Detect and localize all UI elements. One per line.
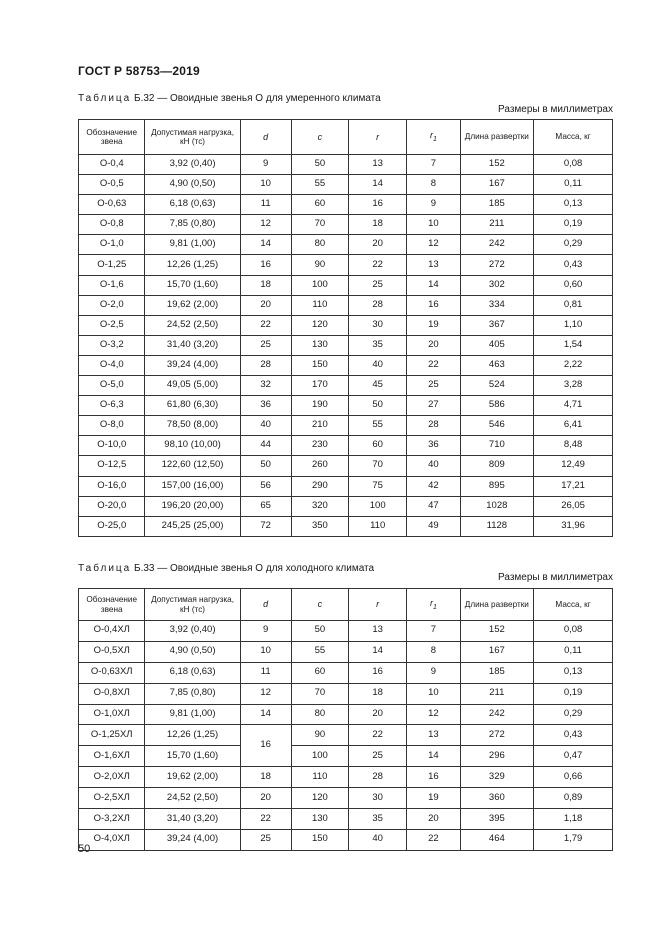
- table-cell: 0,43: [534, 725, 613, 746]
- table-cell: О-3,2: [79, 335, 145, 355]
- table-cell: О-8,0: [79, 416, 145, 436]
- table-cell: О-2,5: [79, 315, 145, 335]
- table-cell: 1128: [460, 516, 534, 536]
- table-cell: 2,22: [534, 355, 613, 375]
- table-cell: 20: [407, 809, 460, 830]
- table-cell: 524: [460, 376, 534, 396]
- table-cell: О-1,25ХЛ: [79, 725, 145, 746]
- table-cell: 0,19: [534, 215, 613, 235]
- table-cell: 16: [407, 295, 460, 315]
- table-cell: 210: [291, 416, 348, 436]
- table-row: [79, 195, 613, 215]
- table1-units: Размеры в миллиметрах: [498, 104, 613, 115]
- table-cell: 1,18: [534, 809, 613, 830]
- table2-header-row: [79, 589, 613, 621]
- table-row: [79, 376, 613, 396]
- table-row: [79, 788, 613, 809]
- table-cell: 367: [460, 315, 534, 335]
- table-row: [79, 255, 613, 275]
- header-load: Допустимая нагрузка, кН (тс): [145, 589, 240, 621]
- table-cell: О-12,5: [79, 456, 145, 476]
- table-cell: 22: [349, 725, 407, 746]
- table-cell: 130: [291, 335, 348, 355]
- table-cell: 78,50 (8,00): [145, 416, 240, 436]
- table-row: [79, 829, 613, 850]
- table-cell: 1,79: [534, 829, 613, 850]
- table-cell: 44: [240, 436, 291, 456]
- table-row: [79, 496, 613, 516]
- table-cell: 13: [349, 621, 407, 642]
- table-cell: О-4,0: [79, 355, 145, 375]
- table-cell: 25: [349, 275, 407, 295]
- table-cell: 10: [240, 175, 291, 195]
- table-cell: 0,66: [534, 767, 613, 788]
- table-row: [79, 436, 613, 456]
- table-cell: О-0,8ХЛ: [79, 683, 145, 704]
- table-row: [79, 641, 613, 662]
- table-cell: 16: [349, 195, 407, 215]
- table-cell: 360: [460, 788, 534, 809]
- table-cell: 9: [240, 621, 291, 642]
- header-mass: Масса, кг: [534, 120, 613, 155]
- table-cell: О-1,0ХЛ: [79, 704, 145, 725]
- table-cell: 90: [291, 725, 348, 746]
- table-cell: 30: [349, 315, 407, 335]
- table-cell: 40: [349, 829, 407, 850]
- table-cell: 122,60 (12,50): [145, 456, 240, 476]
- table-cell: 28: [349, 295, 407, 315]
- table-cell: 14: [407, 746, 460, 767]
- table-cell: О-0,5: [79, 175, 145, 195]
- table-cell: 22: [349, 255, 407, 275]
- table-cell: 167: [460, 175, 534, 195]
- table-cell: 4,71: [534, 396, 613, 416]
- table-cell: 9,81 (1,00): [145, 704, 240, 725]
- table-cell: 16: [240, 725, 291, 767]
- table-cell: 19,62 (2,00): [145, 767, 240, 788]
- header-length: Длина развертки: [460, 120, 534, 155]
- table-cell: 710: [460, 436, 534, 456]
- table-cell: 3,92 (0,40): [145, 155, 240, 175]
- table-cell: 350: [291, 516, 348, 536]
- table-cell: 40: [240, 416, 291, 436]
- table-cell: 12: [407, 235, 460, 255]
- table-row: [79, 295, 613, 315]
- table-cell: 60: [349, 436, 407, 456]
- table-cell: 7: [407, 621, 460, 642]
- table-cell: 28: [240, 355, 291, 375]
- table-cell: 10: [407, 215, 460, 235]
- table-cell: 61,80 (6,30): [145, 396, 240, 416]
- header-load: Допустимая нагрузка, кН (тс): [145, 120, 240, 155]
- table-cell: 405: [460, 335, 534, 355]
- table-cell: О-0,4: [79, 155, 145, 175]
- table2-units: Размеры в миллиметрах: [498, 572, 613, 583]
- table-cell: 13: [407, 725, 460, 746]
- table-cell: 35: [349, 335, 407, 355]
- table-cell: 196,20 (20,00): [145, 496, 240, 516]
- table-cell: 24,52 (2,50): [145, 315, 240, 335]
- table-cell: О-20,0: [79, 496, 145, 516]
- table-cell: 13: [349, 155, 407, 175]
- table-cell: 12,26 (1,25): [145, 725, 240, 746]
- table-cell: 98,10 (10,00): [145, 436, 240, 456]
- table-row: [79, 215, 613, 235]
- table-cell: 31,40 (3,20): [145, 335, 240, 355]
- table-cell: 55: [349, 416, 407, 436]
- table-cell: 50: [291, 155, 348, 175]
- table-cell: 11: [240, 662, 291, 683]
- table-cell: 120: [291, 788, 348, 809]
- table-cell: 152: [460, 155, 534, 175]
- table-cell: 0,11: [534, 175, 613, 195]
- table-cell: 302: [460, 275, 534, 295]
- table-cell: О-0,63ХЛ: [79, 662, 145, 683]
- table-row: [79, 396, 613, 416]
- table-cell: 42: [407, 476, 460, 496]
- table-cell: 329: [460, 767, 534, 788]
- table-row: [79, 355, 613, 375]
- table-cell: 190: [291, 396, 348, 416]
- table-cell: 230: [291, 436, 348, 456]
- table-cell: 185: [460, 195, 534, 215]
- header-c: c: [291, 120, 348, 155]
- table-cell: 0,89: [534, 788, 613, 809]
- table-cell: О-6,3: [79, 396, 145, 416]
- header-r1: $r_1$: [407, 589, 460, 621]
- table-cell: 18: [349, 683, 407, 704]
- table-cell: 32: [240, 376, 291, 396]
- table-cell: 13: [407, 255, 460, 275]
- header-designation: Обозначение звена: [79, 120, 145, 155]
- table-cell: 55: [291, 175, 348, 195]
- table-row: [79, 767, 613, 788]
- table-cell: 28: [407, 416, 460, 436]
- header-length: Длина развертки: [460, 589, 534, 621]
- table-cell: 10: [240, 641, 291, 662]
- table-row: [79, 175, 613, 195]
- table-cell: 35: [349, 809, 407, 830]
- header-designation: Обозначение звена: [79, 589, 145, 621]
- table-cell: 24,52 (2,50): [145, 788, 240, 809]
- table-cell: 1028: [460, 496, 534, 516]
- table1-label: Таблица: [78, 93, 132, 104]
- table-cell: 12: [407, 704, 460, 725]
- table-row: [79, 235, 613, 255]
- table-cell: 110: [291, 295, 348, 315]
- table-cell: 22: [240, 315, 291, 335]
- table-cell: 14: [349, 175, 407, 195]
- table-cell: 546: [460, 416, 534, 436]
- table-cell: 10: [407, 683, 460, 704]
- table-cell: 0,08: [534, 621, 613, 642]
- table-cell: 36: [407, 436, 460, 456]
- table-cell: 39,24 (4,00): [145, 829, 240, 850]
- table-cell: 12,26 (1,25): [145, 255, 240, 275]
- table-row: [79, 683, 613, 704]
- table-cell: О-3,2ХЛ: [79, 809, 145, 830]
- table-row: [79, 662, 613, 683]
- table-cell: 19: [407, 788, 460, 809]
- table-cell: О-1,0: [79, 235, 145, 255]
- table-cell: 245,25 (25,00): [145, 516, 240, 536]
- table-cell: 26,05: [534, 496, 613, 516]
- table-row: [79, 725, 613, 746]
- table-cell: 157,00 (16,00): [145, 476, 240, 496]
- table-cell: 4,90 (0,50): [145, 175, 240, 195]
- table-cell: 25: [407, 376, 460, 396]
- table-row: [79, 621, 613, 642]
- table-cell: О-0,63: [79, 195, 145, 215]
- table-row: [79, 516, 613, 536]
- header-r: r: [349, 589, 407, 621]
- table-cell: 27: [407, 396, 460, 416]
- table-cell: 60: [291, 662, 348, 683]
- table-cell: 167: [460, 641, 534, 662]
- table-cell: 7,85 (0,80): [145, 683, 240, 704]
- table-cell: О-16,0: [79, 476, 145, 496]
- table-cell: 0,13: [534, 195, 613, 215]
- table-cell: 20: [240, 788, 291, 809]
- table2-caption: [78, 563, 374, 574]
- table-cell: О-2,0ХЛ: [79, 767, 145, 788]
- table-row: [79, 275, 613, 295]
- table-cell: 22: [407, 829, 460, 850]
- table-cell: 70: [291, 683, 348, 704]
- table-cell: 20: [407, 335, 460, 355]
- table-cell: 152: [460, 621, 534, 642]
- table-cell: 11: [240, 195, 291, 215]
- table-cell: 0,29: [534, 704, 613, 725]
- table-cell: 36: [240, 396, 291, 416]
- table-cell: 100: [291, 746, 348, 767]
- table-cell: 14: [240, 704, 291, 725]
- table-cell: 130: [291, 809, 348, 830]
- table2-title: Б.33 — Овоидные звенья О для холодного климата: [134, 563, 375, 574]
- header-d: d: [240, 589, 291, 621]
- table-cell: 16: [407, 767, 460, 788]
- table-row: [79, 456, 613, 476]
- table-cell: 296: [460, 746, 534, 767]
- table-cell: 16: [349, 662, 407, 683]
- table-cell: 72: [240, 516, 291, 536]
- table-cell: 110: [349, 516, 407, 536]
- table-cell: О-1,6: [79, 275, 145, 295]
- table-cell: 30: [349, 788, 407, 809]
- table-cell: 14: [240, 235, 291, 255]
- table1: [78, 119, 613, 537]
- table-cell: 55: [291, 641, 348, 662]
- table-cell: 15,70 (1,60): [145, 746, 240, 767]
- header-r1: $r_1$: [407, 120, 460, 155]
- table-cell: 25: [349, 746, 407, 767]
- table-cell: 395: [460, 809, 534, 830]
- table-cell: О-1,6ХЛ: [79, 746, 145, 767]
- table-cell: 211: [460, 683, 534, 704]
- table-cell: 31,96: [534, 516, 613, 536]
- table-row: [79, 335, 613, 355]
- table-cell: 0,47: [534, 746, 613, 767]
- table-cell: 0,60: [534, 275, 613, 295]
- table-cell: 4,90 (0,50): [145, 641, 240, 662]
- table-cell: О-5,0: [79, 376, 145, 396]
- table-cell: 8: [407, 175, 460, 195]
- table-cell: 0,29: [534, 235, 613, 255]
- table-cell: 14: [407, 275, 460, 295]
- table-cell: 809: [460, 456, 534, 476]
- table-cell: 12: [240, 215, 291, 235]
- table-cell: 22: [407, 355, 460, 375]
- table-cell: 334: [460, 295, 534, 315]
- table-cell: 12: [240, 683, 291, 704]
- table-cell: 0,43: [534, 255, 613, 275]
- header-c: c: [291, 589, 348, 621]
- table-cell: 120: [291, 315, 348, 335]
- table1-title: Б.32 — Овоидные звенья О для умеренного климата: [134, 93, 381, 104]
- table-cell: 49: [407, 516, 460, 536]
- table-cell: 19,62 (2,00): [145, 295, 240, 315]
- table-cell: 9: [407, 195, 460, 215]
- table-cell: 40: [407, 456, 460, 476]
- table-cell: 6,18 (0,63): [145, 195, 240, 215]
- table-cell: 586: [460, 396, 534, 416]
- table-cell: 20: [349, 704, 407, 725]
- table-cell: 100: [291, 275, 348, 295]
- table-row: [79, 809, 613, 830]
- table-cell: 9: [240, 155, 291, 175]
- table-cell: О-25,0: [79, 516, 145, 536]
- table-cell: 14: [349, 641, 407, 662]
- standard-title: ГОСТ Р 58753—2019: [78, 64, 200, 78]
- table-cell: 464: [460, 829, 534, 850]
- table-cell: 40: [349, 355, 407, 375]
- table-cell: 272: [460, 255, 534, 275]
- table-cell: 242: [460, 235, 534, 255]
- table-cell: 9: [407, 662, 460, 683]
- table-cell: 80: [291, 704, 348, 725]
- table-cell: 65: [240, 496, 291, 516]
- table-cell: 50: [291, 621, 348, 642]
- table-cell: 31,40 (3,20): [145, 809, 240, 830]
- table-cell: 49,05 (5,00): [145, 376, 240, 396]
- table-cell: 47: [407, 496, 460, 516]
- table-cell: 3,28: [534, 376, 613, 396]
- table-cell: 895: [460, 476, 534, 496]
- table-cell: 100: [349, 496, 407, 516]
- table-cell: О-1,25: [79, 255, 145, 275]
- table-cell: 170: [291, 376, 348, 396]
- table-cell: 12,49: [534, 456, 613, 476]
- table-cell: 0,13: [534, 662, 613, 683]
- table1-caption: [78, 93, 381, 104]
- table-cell: 8: [407, 641, 460, 662]
- table-row: [79, 746, 613, 767]
- table-cell: 60: [291, 195, 348, 215]
- table-cell: 45: [349, 376, 407, 396]
- table-cell: 28: [349, 767, 407, 788]
- table-cell: 20: [349, 235, 407, 255]
- table-cell: 18: [240, 767, 291, 788]
- table-cell: 19: [407, 315, 460, 335]
- table2: [78, 588, 613, 851]
- table-row: [79, 315, 613, 335]
- table-cell: О-4,0ХЛ: [79, 829, 145, 850]
- table-row: [79, 476, 613, 496]
- table-cell: 1,10: [534, 315, 613, 335]
- table-cell: 0,19: [534, 683, 613, 704]
- table-cell: 25: [240, 829, 291, 850]
- table-cell: 70: [349, 456, 407, 476]
- table-row: [79, 416, 613, 436]
- table-cell: 22: [240, 809, 291, 830]
- header-r: r: [349, 120, 407, 155]
- table-cell: 80: [291, 235, 348, 255]
- table-cell: 185: [460, 662, 534, 683]
- table-row: [79, 704, 613, 725]
- table-cell: О-0,4ХЛ: [79, 621, 145, 642]
- table2-label: Таблица: [78, 563, 132, 574]
- table-cell: 50: [240, 456, 291, 476]
- table-cell: 15,70 (1,60): [145, 275, 240, 295]
- table-cell: О-0,5ХЛ: [79, 641, 145, 662]
- table-cell: 7: [407, 155, 460, 175]
- table1-header-row: [79, 120, 613, 155]
- table-cell: 0,11: [534, 641, 613, 662]
- table-cell: 242: [460, 704, 534, 725]
- table-cell: 3,92 (0,40): [145, 621, 240, 642]
- table-cell: 25: [240, 335, 291, 355]
- table-cell: 150: [291, 355, 348, 375]
- page-number: 50: [78, 843, 91, 855]
- table-cell: 211: [460, 215, 534, 235]
- table-cell: 110: [291, 767, 348, 788]
- table-cell: 463: [460, 355, 534, 375]
- table-cell: О-10,0: [79, 436, 145, 456]
- table-cell: 272: [460, 725, 534, 746]
- table-cell: 17,21: [534, 476, 613, 496]
- table-cell: 18: [349, 215, 407, 235]
- table-cell: 6,41: [534, 416, 613, 436]
- table-cell: 39,24 (4,00): [145, 355, 240, 375]
- table-cell: 320: [291, 496, 348, 516]
- table-row: [79, 155, 613, 175]
- table-cell: 8,48: [534, 436, 613, 456]
- header-mass: Масса, кг: [534, 589, 613, 621]
- table-cell: 18: [240, 275, 291, 295]
- table-cell: 7,85 (0,80): [145, 215, 240, 235]
- table-cell: О-2,0: [79, 295, 145, 315]
- table-cell: 9,81 (1,00): [145, 235, 240, 255]
- table-cell: 1,54: [534, 335, 613, 355]
- table-cell: 0,81: [534, 295, 613, 315]
- header-d: d: [240, 120, 291, 155]
- table-cell: О-2,5ХЛ: [79, 788, 145, 809]
- table-cell: 260: [291, 456, 348, 476]
- table-cell: 90: [291, 255, 348, 275]
- table-cell: 75: [349, 476, 407, 496]
- table-cell: 150: [291, 829, 348, 850]
- table-cell: 6,18 (0,63): [145, 662, 240, 683]
- table-cell: 50: [349, 396, 407, 416]
- table-cell: 16: [240, 255, 291, 275]
- table-cell: 20: [240, 295, 291, 315]
- table-cell: 56: [240, 476, 291, 496]
- table-cell: О-0,8: [79, 215, 145, 235]
- table-cell: 70: [291, 215, 348, 235]
- table-cell: 0,08: [534, 155, 613, 175]
- table-cell: 290: [291, 476, 348, 496]
